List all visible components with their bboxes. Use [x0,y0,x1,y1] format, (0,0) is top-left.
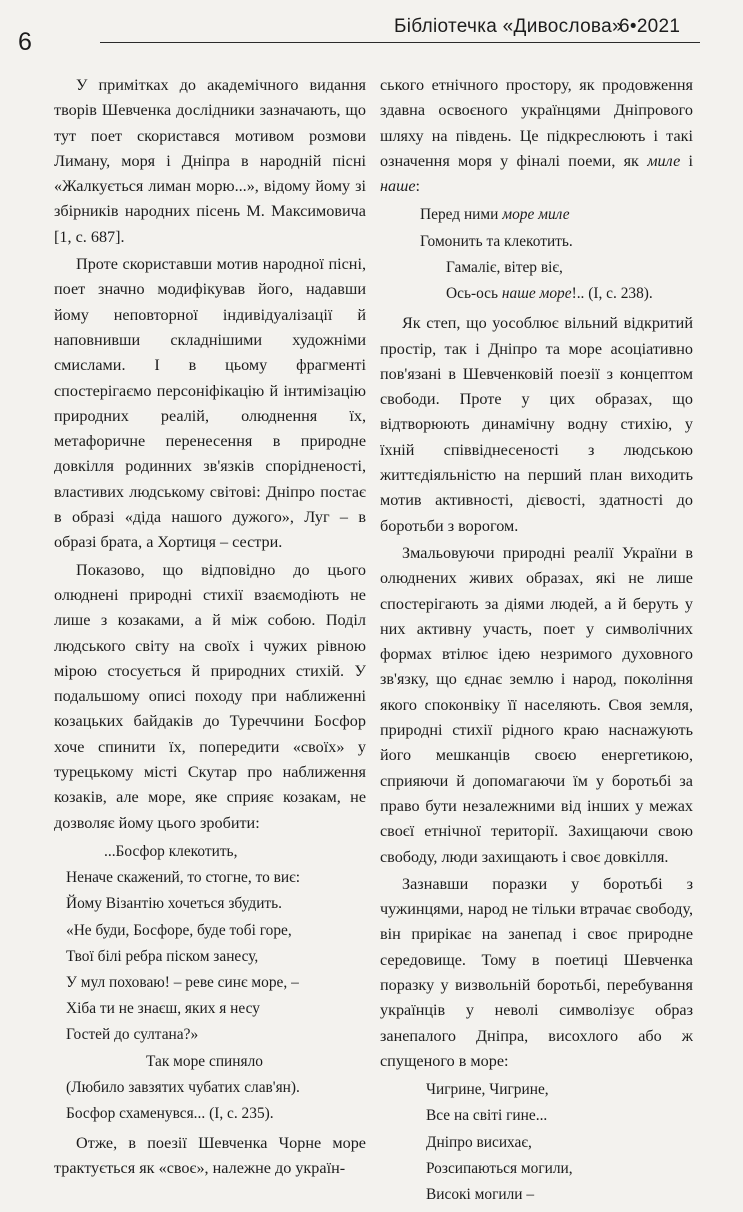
poem-line: Твої білі ребра піском занесу, [66,947,259,965]
poem-line: Високі могили – [426,1186,535,1204]
poem-line: Йому Візантію хочеться збудить. [66,895,283,913]
paragraph: Проте скориставши мотив народної пісні, поет значно модифікував його, надавши йому неповторної індивідуалізації й наповнивши складнішими художніми смислами. І в цьому фрагменті спостерігаємо персоніфікацію й інтимізацію природних реалій, олюднення їх, метафоричне перенесення в природне довкілля родинних зв'язків спорідненості, властивих людському світові: Дніпро постає в образі «діда нашого дужого», Луг – в образі брата, а Хортиця – сестри. [54,255,366,552]
issue-number: 6•2021 [619,16,681,37]
poem-line: Босфор схаменувся... (І, с. 235). [66,1104,274,1122]
header-rule [100,42,700,43]
poem-line: Гостей до султана?» [66,1026,199,1044]
page-number: 6 [18,28,32,56]
poem-line: Дніпро висихає, [426,1133,532,1151]
paragraph: У примітках до академічного видання творів Шевченка дослідники зазначають, що тут поет скористався мотивом розмови Лиману, моря і Дніпра в народній пісні «Жалкується лиман морю...», відому йому зі збірників народних пісень М. Максимовича [1, с. 687]. [54,76,366,246]
paragraph: Зазнавши поразки у боротьбі з чужинцями, народ не тільки втрачає свободу, він прирікає на занепад і своє природне середовище. Тому в поетиці Шевченка поразку у визвольній боротьбі, перебування українців у неволі символізує образ занепалого Дніпра, висохлого або ж спущеного в море: [380,874,693,1070]
paragraph: Показово, що відповідно до цього олюднені природні стихії взаємодіють не лише з козаками, а й між собою. Поділ людського світу на своїх і чужих рівною мірою стосується й природних стихій. У подальшому описі походу при наближенні козацьких байдаків до Туреччини Босфор хоче спинити їх, попередити «своїх» у турецькому місті Скутар про наближення козаків, але море, яке сприяє козакам, не дозволяє йому цього зробити: [54,560,366,832]
left-column [54,73,366,1182]
poem-line: У мул поховаю! – реве синє море, – [66,973,299,991]
poem-line: Хіба ти не знаєш, яких я несу [66,1000,260,1018]
paragraph: Змальовуючи природні реалії України в олюднених живих образах, які не лише спостерігають за діями людей, а й беруть у них активну участь, поет у символічних формах втілює ідею незримого духовного зв'язку, що єднає землю і народ, покоління якого споконвіку її населяють. Своя земля, природні стихії рідного краю наснажують його мешканців своєю енергетикою, сприяючи й допомагаючи їм у боротьбі за право бути незалежними від інших у межах своєї етнічної території. Захищаючи свою свободу, люди захищають і своє довкілля. [380,543,693,866]
poem-line: (Любило завзятих чубатих слав'ян). [66,1078,300,1096]
poem-line: Гомонить та клекотить. [420,232,573,250]
poem-quote [380,202,693,307]
poem-line: Розсипаються могили, [426,1159,573,1177]
paragraph: Отже, в поезії Шевченка Чорне море трактується як «своє», належне до україн- [54,1134,366,1178]
poem-line: Перед ними море миле [420,206,570,224]
paragraph: Як степ, що уособлює вільний відкритий простір, так і Дніпро та море асоціативно пов'язані в Шевченковій поезії з концептом свободи. Проте у цих образах, що відтворюють динамічну водну стихію, у їхній співвіднесеності з людською життєдіяльністю на перший план виходить мотив активності, дієвості, здатності до боротьби з ворогом. [380,314,693,535]
poem-quote [380,1077,693,1208]
poem-line: Неначе скажений, то стогне, то виє: [66,869,301,887]
poem-line: Гамаліє, вітер віє, [446,258,563,276]
paragraph: ського етнічного простору, як продовження здавна освоєного українцями Дніпрового шляху на південь. Це підкреслюють і такі означення моря у фіналі поеми, як миле і наше: [380,76,694,196]
running-header [0,0,743,60]
poem-line: «Не буди, Босфоре, буде тобі горе, [66,921,292,939]
series-title: Бібліотечка «Дивослова» [394,16,623,37]
poem-line: Все на світі гине... [426,1107,548,1125]
right-column [380,73,693,1212]
poem-line: Так море спиняло [146,1052,263,1070]
poem-line: ...Босфор клекотить, [104,842,238,860]
poem-line: Ось-ось наше море!.. (І, с. 238). [446,285,653,303]
poem-quote [54,839,366,1127]
poem-line: Чигрине, Чигрине, [426,1081,549,1099]
